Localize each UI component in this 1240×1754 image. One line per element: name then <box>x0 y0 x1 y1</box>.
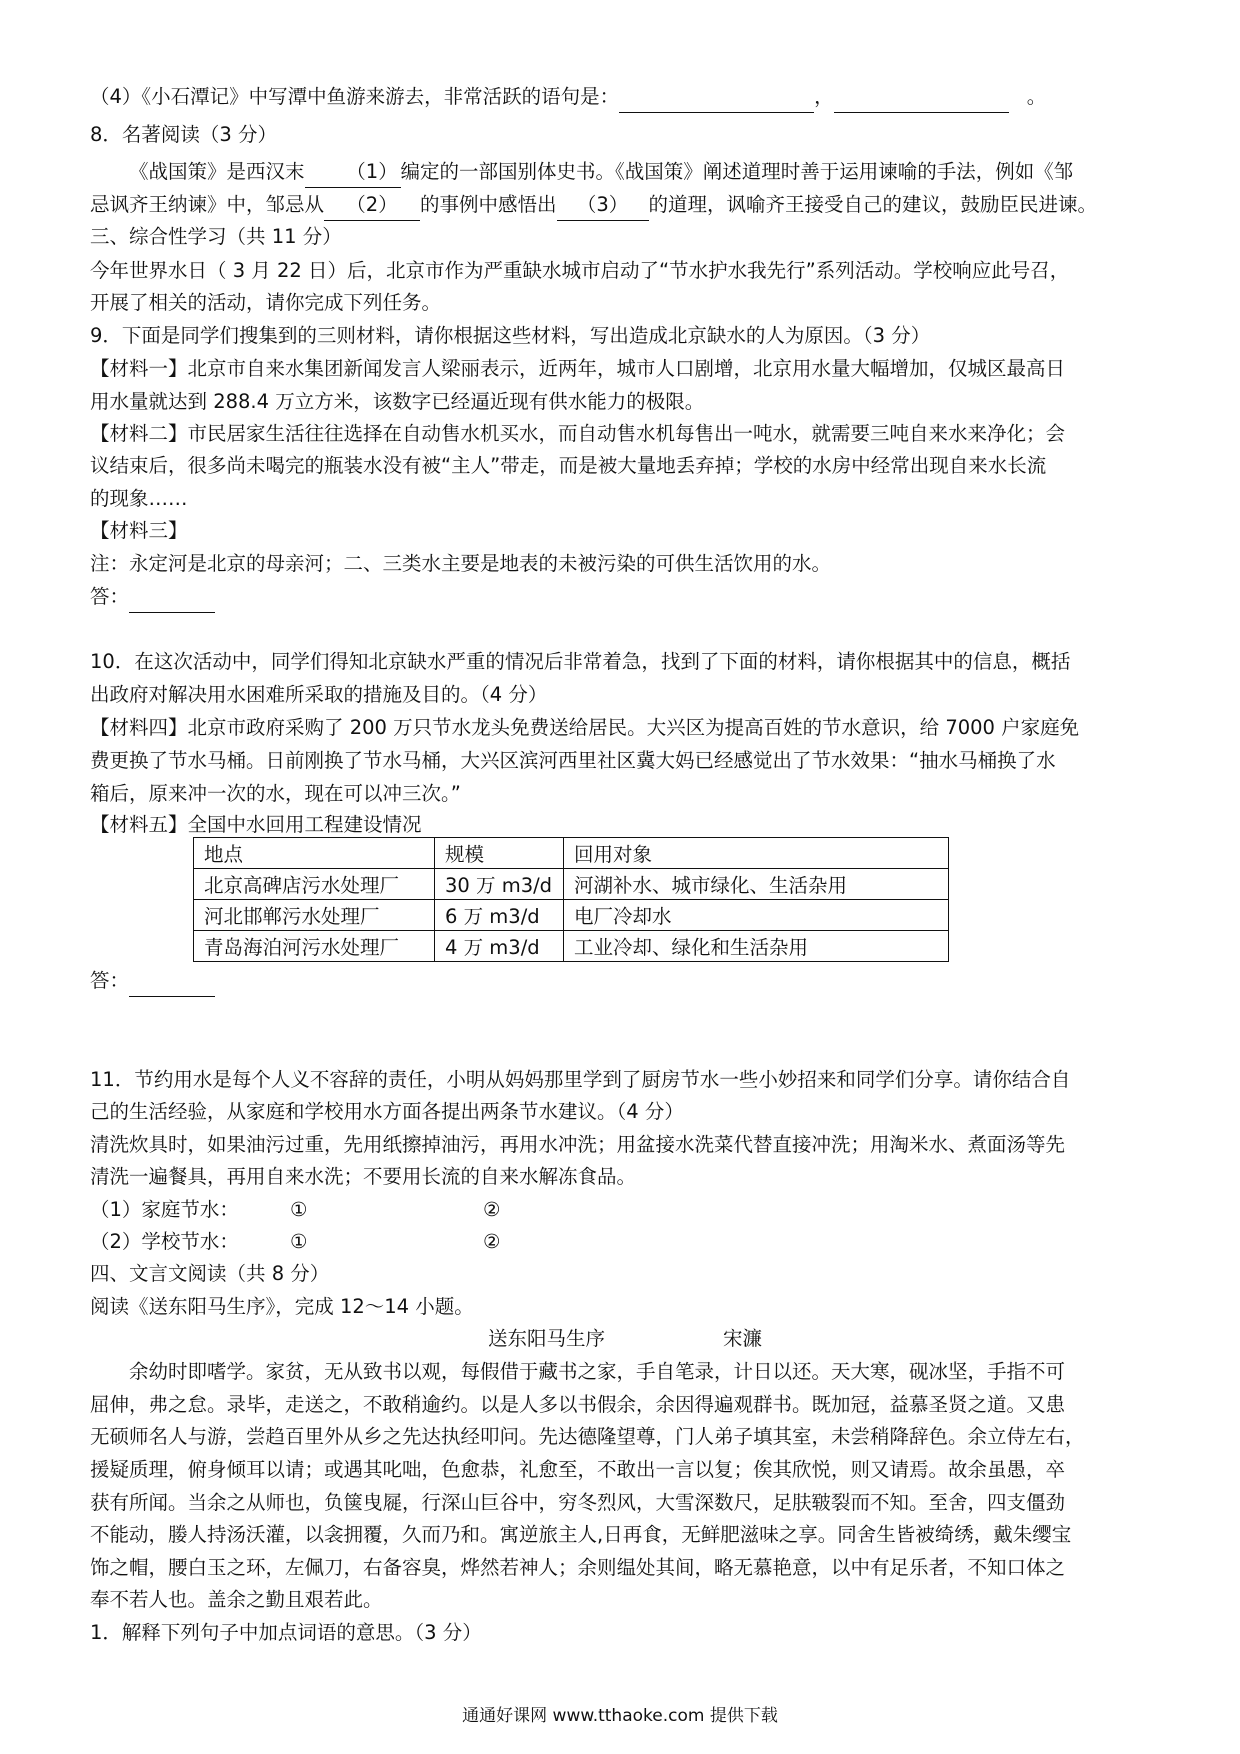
section4-heading: 四、文言文阅读（共 8 分） <box>90 1262 330 1285</box>
water-reuse-table <box>193 837 949 962</box>
essay-line-7: 饰之帽，腰白玉之环，左佩刀，右备容臭，烨然若神人；余则缊处其间，略无慕艳意，以中有足乐者，不知口体之 <box>90 1556 1066 1579</box>
essay-question-1: 1．解释下列句子中加点词语的意思。（3 分） <box>90 1621 482 1644</box>
essay-line-4: 援疑质理，俯身倾耳以请；或遇其叱咄，色愈恭，礼愈至，不敢出一言以复；俟其欣悦，则又请焉。故余虽愚，卒 <box>90 1458 1066 1481</box>
q4-end: 。 <box>1026 85 1047 108</box>
q8-text-a: 《战国策》是西汉末 <box>129 160 305 183</box>
q10-answer-blank[interactable] <box>129 966 215 997</box>
q11-home-mark-2[interactable]: ② <box>483 1198 501 1221</box>
table-header-cell: 规模 <box>435 838 564 869</box>
q10-material4-line1: 【材料四】北京市政府采购了 200 万只节水龙头免费送给居民。大兴区为提高百姓的节水意识，给 7000 户家庭免 <box>90 716 1080 739</box>
table-cell: 工业冷却、绿化和生活杂用 <box>564 931 949 962</box>
q9-material3-label: 【材料三】 <box>90 519 188 542</box>
table-cell: 青岛海泊河污水处理厂 <box>194 931 435 962</box>
section4-instruction: 阅读《送东阳马生序》，完成 12～14 小题。 <box>90 1295 474 1318</box>
essay-line-8: 奉不若人也。盖余之勤且艰若此。 <box>90 1588 383 1611</box>
q11-school-row <box>90 1227 1180 1257</box>
q4-blank-2[interactable] <box>834 82 1009 113</box>
q10-material4-line2: 费更换了节水马桶。日前刚换了节水马桶，大兴区滨河西里社区冀大妈已经感觉出了节水效果：“抽水马桶换了水 <box>90 749 1056 772</box>
q8-blank-2[interactable]: （2） <box>324 190 420 221</box>
table-header-cell: 地点 <box>194 838 435 869</box>
q9-answer-label: 答： <box>90 585 130 608</box>
q11-school-mark-2[interactable]: ② <box>483 1230 501 1253</box>
q8-text-d: 的事例中感悟出 <box>420 193 557 216</box>
section3-heading: 三、综合性学习（共 11 分） <box>90 225 342 248</box>
q4-text: （4）《小石潭记》中写潭中鱼游来游去，非常活跃的语句是： <box>90 85 620 108</box>
q10-answer-line <box>90 966 1180 997</box>
q4-line <box>90 82 1180 113</box>
q10-material5-title: 【材料五】全国中水回用工程建设情况 <box>90 813 422 836</box>
q11-tip-1: 清洗炊具时，如果油污过重，先用纸擦掉油污，再用水冲洗；用盆接水洗菜代替直接冲洗；用淘米水、煮面汤等先 <box>90 1133 1066 1156</box>
q10-question-2: 出政府对解决用水困难所采取的措施及目的。（4 分） <box>90 683 548 706</box>
q10-question-1: 10．在这次活动中，同学们得知北京缺水严重的情况后非常着急，找到了下面的材料，请你根据其中的信息，概括 <box>90 650 1071 673</box>
q9-material1-line2: 用水量就达到 288.4 万立方米，该数字已经逼近现有供水能力的极限。 <box>90 390 705 413</box>
section3-intro-2: 开展了相关的活动，请你完成下列任务。 <box>90 291 442 314</box>
essay-line-1: 余幼时即嗜学。家贫，无从致书以观，每假借于藏书之家，手自笔录，计日以还。天大寒，砚冰坚，手指不可 <box>129 1360 1066 1383</box>
q8-line-2 <box>90 190 1180 221</box>
table-cell: 4 万 m3/d <box>435 931 564 962</box>
section3-intro-1: 今年世界水日（ 3 月 22 日）后，北京市作为严重缺水城市启动了“节水护水我先行”系列活动。学校响应此号召， <box>90 259 1070 282</box>
q9-answer-blank[interactable] <box>129 582 215 613</box>
essay-line-6: 不能动，媵人持汤沃灌，以衾拥覆，久而乃和。寓逆旅主人,日再食，无鲜肥滋味之享。同舍生皆被绮绣，戴朱缨宝 <box>90 1523 1072 1546</box>
q10-material4-line3: 箱后，原来冲一次的水，现在可以冲三次。” <box>90 782 461 805</box>
essay-title-line <box>90 1324 1180 1354</box>
q9-material2-line1: 【材料二】市民居家生活往往选择在自动售水机买水，而自动售水机每售出一吨水，就需要三吨自来水来净化；会 <box>90 422 1066 445</box>
page-footer: 通通好课网 www.tthaoke.com 提供下载 <box>462 1706 778 1726</box>
q11-school-mark-1[interactable]: ① <box>290 1230 308 1253</box>
q8-heading: 8．名著阅读（3 分） <box>90 123 278 146</box>
q11-home-label: （1）家庭节水： <box>90 1198 239 1221</box>
q10-answer-label: 答： <box>90 969 130 992</box>
q9-question: 9．下面是同学们搜集到的三则材料，请你根据这些材料，写出造成北京缺水的人为原因。（3 分） <box>90 324 931 347</box>
q11-question-1: 11．节约用水是每个人义不容辞的责任，小明从妈妈那里学到了厨房节水一些小妙招来和同学们分享。请你结合自 <box>90 1068 1071 1091</box>
q8-text-e: 的道理，讽喻齐王接受自己的建议，鼓励臣民进谏。 <box>648 193 1098 216</box>
essay-title: 送东阳马生序 <box>488 1327 606 1350</box>
q11-question-2: 己的生活经验，从家庭和学校用水方面各提出两条节水建议。（4 分） <box>90 1100 684 1123</box>
q11-home-row <box>90 1195 1180 1225</box>
q9-answer-line <box>90 582 1180 613</box>
q8-blank-1[interactable]: （1） <box>305 157 401 188</box>
q8-text-c: 忌讽齐王纳谏》中，邹忌从 <box>90 193 325 216</box>
q8-blank-3[interactable]: （3） <box>557 190 649 221</box>
q9-material2-line2: 议结束后，很多尚未喝完的瓶装水没有被“主人”带走，而是被大量地丢弃掉；学校的水房中经常出现自来水长流 <box>90 454 1047 477</box>
essay-line-3: 无硕师名人与游，尝趋百里外从乡之先达执经叩问。先达德隆望尊，门人弟子填其室，未尝稍降辞色。余立侍左右， <box>90 1425 1085 1448</box>
q11-home-mark-1[interactable]: ① <box>290 1198 308 1221</box>
essay-line-5: 获有所闻。当余之从师也，负箧曳屣，行深山巨谷中，穷冬烈风，大雪深数尺，足肤皲裂而不知。至舍，四支僵劲 <box>90 1491 1066 1514</box>
q11-tip-2: 清洗一遍餐具，再用自来水洗；不要用长流的自来水解冻食品。 <box>90 1165 637 1188</box>
q9-note: 注：永定河是北京的母亲河；二、三类水主要是地表的未被污染的可供生活饮用的水。 <box>90 552 832 575</box>
table-cell: 河湖补水、城市绿化、生活杂用 <box>564 869 949 900</box>
essay-line-2: 屈伸，弗之怠。录毕，走送之，不敢稍逾约。以是人多以书假余，余因得遍观群书。既加冠，益慕圣贤之道。又患 <box>90 1393 1066 1416</box>
q4-comma: ， <box>814 85 834 108</box>
table-header-cell: 回用对象 <box>564 838 949 869</box>
q11-school-label: （2）学校节水： <box>90 1230 239 1253</box>
table-cell: 河北邯郸污水处理厂 <box>194 900 435 931</box>
q9-material1-line1: 【材料一】北京市自来水集团新闻发言人梁丽表示，近两年，城市人口剧增，北京用水量大幅增加，仅城区最高日 <box>90 357 1066 380</box>
table-cell: 30 万 m3/d <box>435 869 564 900</box>
table-cell: 6 万 m3/d <box>435 900 564 931</box>
q4-blank-1[interactable] <box>619 82 814 113</box>
essay-author: 宋濂 <box>723 1327 763 1350</box>
table-header-row <box>194 838 949 869</box>
table-row <box>194 931 949 962</box>
table-cell: 电厂冷却水 <box>564 900 949 931</box>
table-row <box>194 900 949 931</box>
table-row <box>194 869 949 900</box>
table-cell: 北京高碑店污水处理厂 <box>194 869 435 900</box>
q8-line-1 <box>90 157 1180 188</box>
q9-material2-line3: 的现象…… <box>90 487 188 510</box>
q8-text-b: 编定的一部国别体史书。《战国策》阐述道理时善于运用谏喻的手法，例如《邹 <box>400 160 1074 183</box>
